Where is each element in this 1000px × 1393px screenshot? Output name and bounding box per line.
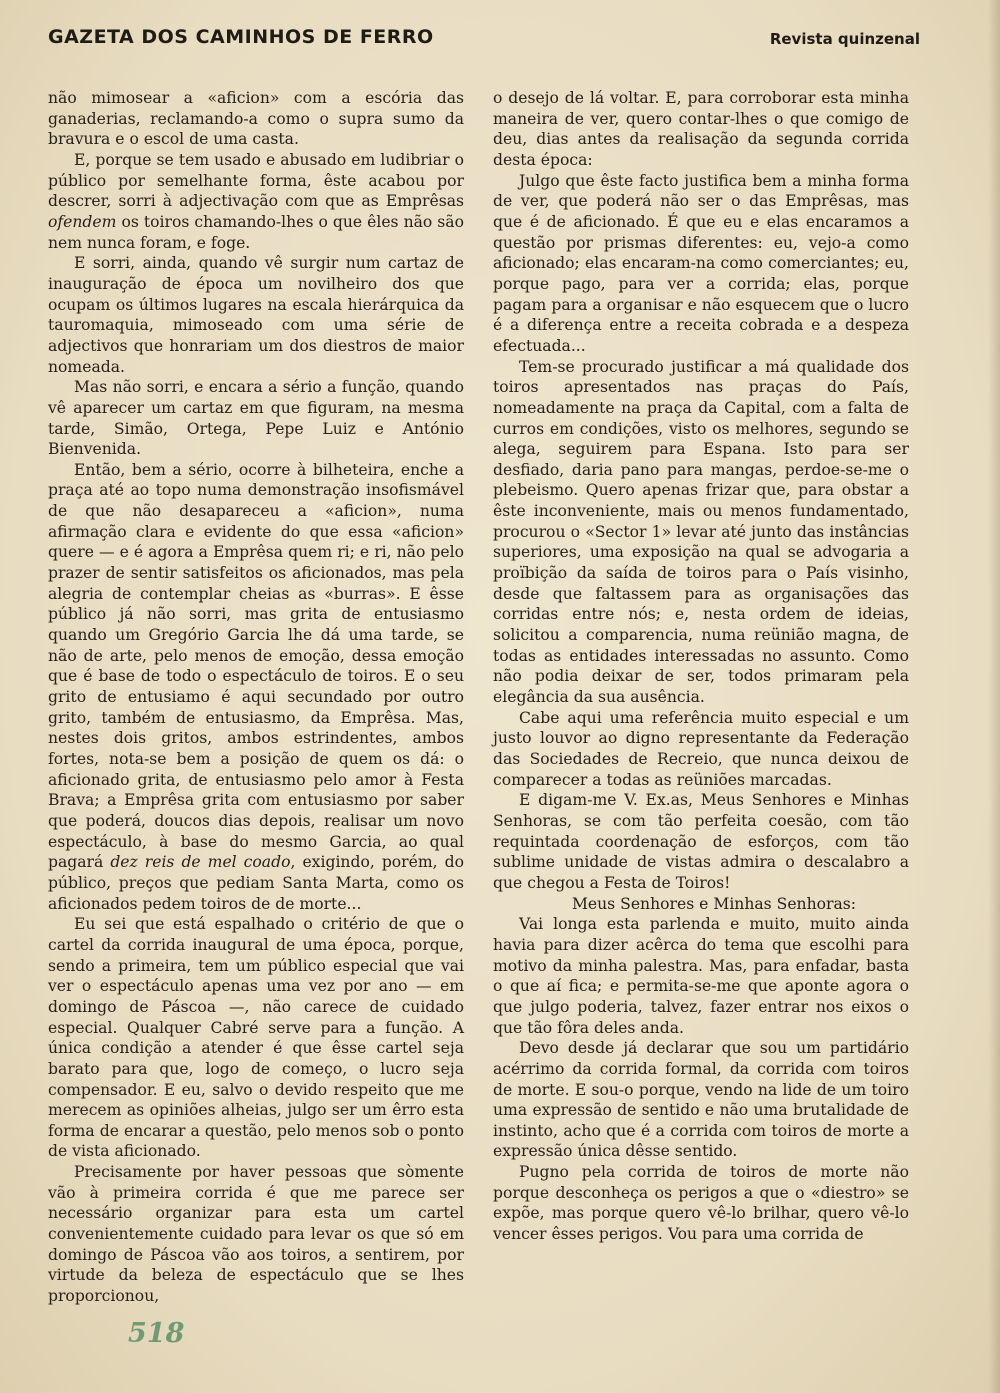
emphasis-text: dez reis de mel coado (110, 853, 291, 872)
paragraph: Devo desde já declarar que sou um partidário acérrimo da corrida formal, da corrida com toiros de morte. E sou-o porque, vendo na lide de um toiro uma expressão de sentido e não uma brutalidade de instinto, acho que é a corrida com toiros de morte a expressão única dêsse sentido. (493, 1039, 909, 1161)
paragraph: Vai longa esta parlenda e muito, muito ainda havia para dizer acêrca do tema que escolhi para motivo da minha palestra. Mas, para enfadar, basta o que aí fica; e permita-se-me que aponte agora o que julgo poderia, talvez, fazer entrar nos eixos o que tão fôra deles anda. (493, 915, 909, 1037)
paragraph: Cabe aqui uma referência muito especial e um justo louvor ao digno representante da Federação das Sociedades de Recreio, que nunca deixou de comparecer a todas as reüniões marcadas. (493, 708, 909, 789)
paragraph: Julgo que êste facto justifica bem a minha forma de ver, que poderá não ser o das Emprêsas, mas que é de aficionado. É que eu e elas encaramos a questão por prismas diferentes: eu, vejo-a como aficionado; elas encaram-na como comerciantes; eu, porque pago, para ver a corrida; elas, porque pagam para a organisar e não esquecem que o lucro é a diferença entre a receita cobrada e a despeza efectuada... (493, 171, 909, 355)
paragraph-text: Então, bem a sério, ocorre à bilheteira, enche a praça até ao topo numa demonstração insofismável de que não desapareceu a «aficion», numa afirmação clara e evidente do que essa «aficion» quere — e é agora a Emprêsa quem ri; e ri, não pelo prazer de sentir satisfeitos os aficionados, mas pela alegria de contemplar cheias as «burras». E êsse público já não sorri, mas grita de entusiasmo quando um Gregório Garcia lhe dá uma tarde, se não de arte, pelo menos de emoção, dessa emoção que é base de todo o espectáculo de toiros. E o seu grito de entusiamo é aqui secundado por outro grito, também de entusiasmo, da Emprêsa. Mas, nestes dois gritos, ambos estrindentes, ambos fortes, nota-se bem a posição de quem os dá: o aficionado grita, de entusiasmo pelo amor à Festa Brava; a Emprêsa grita com entusiasmo por saber que poderá, doucos dias depois, realisar um novo espectáculo, à base do mesmo Garcia, ao qual pagará (48, 460, 464, 872)
paragraph: Eu sei que está espalhado o critério de que o cartel da corrida inaugural de uma época, porque, sendo a primeira, tem um público especial que vai ver o espectáculo apenas uma vez por ano — em domingo de Páscoa —, não carece de cuidado especial. Qualquer Cabré serve para a função. A única condição a atender é que êsse cartel seja barato para que, logo de começo, o lucro seja compensador. E eu, salvo o devido respeito que me merecem as opiniões alheias, julgo ser um êrro esta forma de encarar a questão, pelo menos sob o ponto de vista aficionado. (48, 915, 464, 1161)
page-edge-shadow (988, 0, 1000, 1393)
paragraph (48, 150, 464, 253)
emphasis-text: ofendem (48, 212, 117, 231)
paragraph: Mas não sorri, e encara a sério a função, quando vê aparecer um cartaz em que figuram, na mesma tarde, Simão, Ortega, Pepe Luiz e António Bienvenida. (48, 378, 464, 459)
paragraph-text: os toiros chamando-lhes o que êles não são nem nunca foram, e foge. (48, 212, 464, 252)
journal-title: GAZETA DOS CAMINHOS DE FERRO (48, 26, 434, 48)
paragraph: Pugno pela corrida de toiros de morte não porque desconheça os perigos a que o «diestro» se expõe, mas porque quero vê-lo brilhar, quero vê-lo vencer êsses perigos. Vou para uma corrida de (493, 1163, 909, 1244)
paragraph-text: E, porque se tem usado e abusado em ludibriar o público por semelhante forma, êste acabou por descrer, sorri à adjectivação com que as Emprêsas (48, 150, 464, 211)
paragraph (48, 460, 464, 914)
right-column (493, 88, 909, 1245)
paragraph-text: , exigindo, porém, do público, preços que pediam Santa Marta, como os aficionados pedem toiros de de morte... (48, 853, 464, 913)
paragraph: E sorri, ainda, quando vê surgir num cartaz de inauguração de época um novilheiro dos que ocupam os últimos lugares na escala hierárquica da tauromaquia, mimoseado com uma série de adjectivos que honrariam um dos diestros de maior nomeada. (48, 254, 464, 376)
salutation: Meus Senhores e Minhas Senhoras: (571, 894, 857, 913)
left-column (48, 88, 464, 1307)
paragraph: não mimosear a «aficion» com a escória das ganaderias, reclamando-a como o supra sumo da bravura e o escol de uma casta. (48, 89, 464, 149)
page-number: 518 (128, 1318, 185, 1349)
paragraph: Tem-se procurado justificar a má qualidade dos toiros apresentados nas praças do País, nomeadamente na praça da Capital, com a falta de curros em condições, visto os melhores, segundo se alega, seguirem para Espana. Isto para ser desfiado, daria pano para mangas, perdoe-se-me o plebeismo. Quero apenas frizar que, para obstar a êste inconveniente, mais ou menos fundamentado, procurou o «Sector 1» levar até junto das instâncias superiores, uma exposição na qual se advogaria a proïbição da saída de toiros para o País visinho, desde que faltassem para as organisações das corridas entre nós; e, nesta ordem de ideias, solicitou a comparencia, numa reünião magna, de todas as entidades interessadas no assunto. Como não podia deixar de ser, todos primaram pela elegância da sua ausência. (493, 357, 909, 707)
journal-subtitle: Revista quinzenal (769, 30, 920, 48)
paragraph: E digam-me V. Ex.as, Meus Senhores e Minhas Senhoras, se com tão perfeita coesão, com tão requintada coordenação de esforços, com tão sublime unidade de vistas admira o descalabro a que chegou a Festa de Toiros! (493, 791, 909, 892)
paragraph: Precisamente por haver pessoas que sòmente vão à primeira corrida é que me parece ser necessário organizar para esta um cartel convenientemente cuidado para levar os que só em domingo de Páscoa vão aos toiros, a sentirem, por virtude da beleza de espectáculo que se lhes proporcionou, (48, 1163, 464, 1306)
paragraph: o desejo de lá voltar. E, para corroborar esta minha maneira de ver, quero contar-lhes o que comigo de deu, dias antes da realisação da segunda corrida desta época: (493, 89, 909, 169)
